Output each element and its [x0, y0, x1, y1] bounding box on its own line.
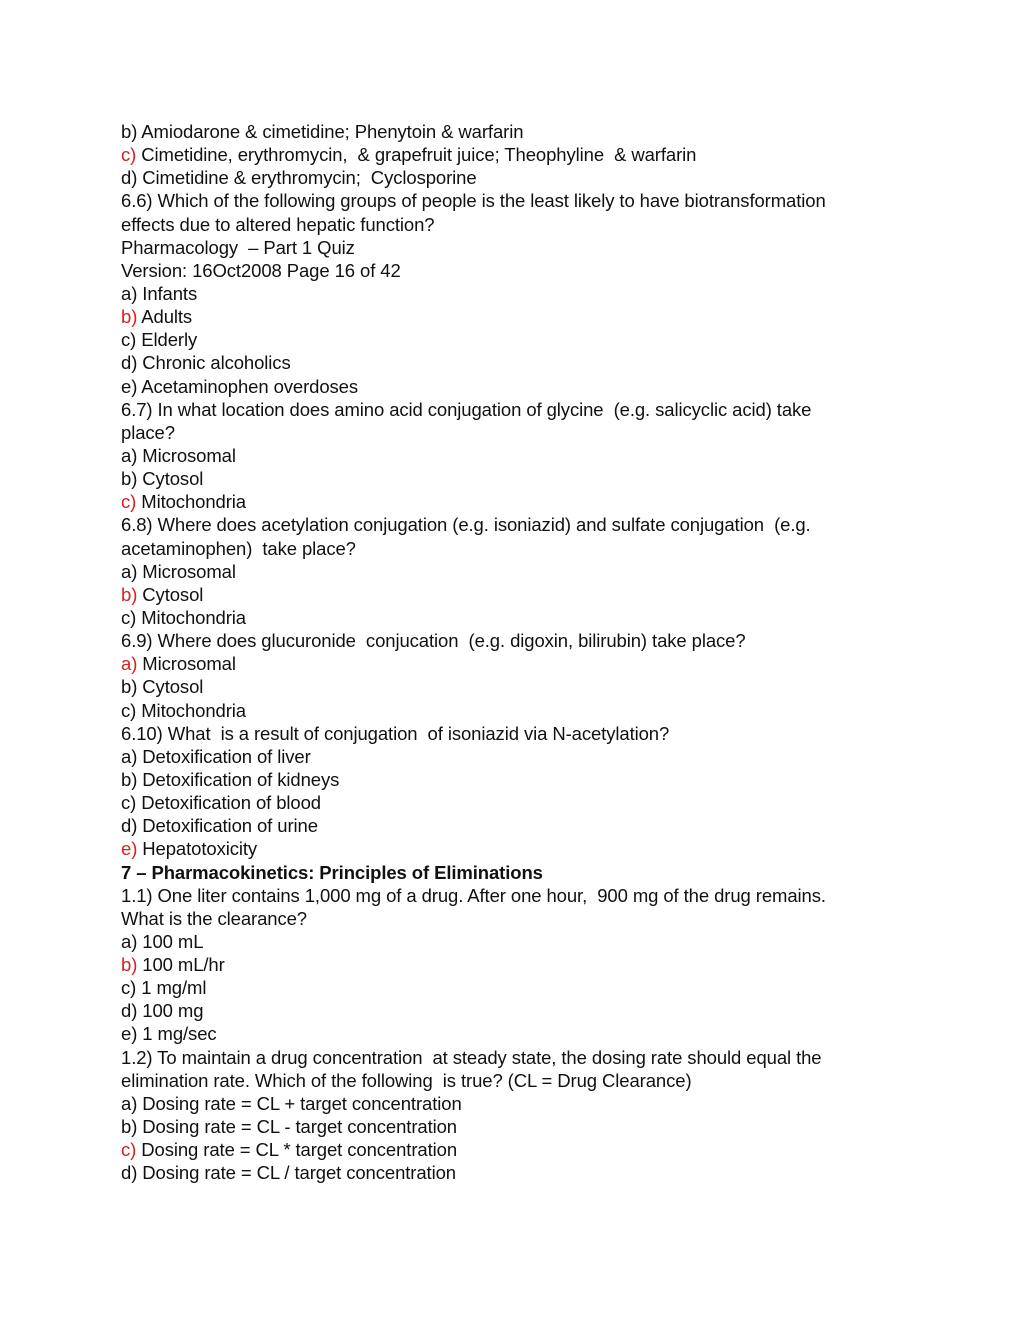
line-text: place? [121, 421, 175, 443]
line-text: c) 1 mg/ml [121, 977, 207, 999]
text-line [121, 513, 911, 536]
answer-line [121, 143, 911, 166]
text-line [121, 444, 911, 467]
text-line [121, 398, 911, 421]
text-line [121, 1046, 911, 1069]
text-line [121, 884, 911, 907]
line-text: a) Infants [121, 282, 198, 304]
line-text: Microsomal [137, 653, 236, 675]
text-line [121, 675, 911, 698]
text-line [121, 907, 911, 930]
text-line [121, 189, 911, 212]
text-line [121, 537, 911, 560]
line-text: 1.2) To maintain a drug concentration at steady state, the dosing rate should equal the [121, 1046, 822, 1068]
line-text: a) Microsomal [121, 444, 236, 466]
text-line [121, 351, 911, 374]
text-line [121, 722, 911, 745]
document-body [121, 120, 911, 1184]
correct-answer-marker: b) [121, 306, 138, 328]
correct-answer-marker: b) [121, 954, 138, 976]
section-heading [121, 861, 911, 884]
line-text: Hepatotoxicity [137, 838, 258, 860]
line-text: 6.8) Where does acetylation conjugation (e.g. isoniazid) and sulfate conjugation (e.g. [121, 514, 811, 536]
text-line [121, 1022, 911, 1045]
line-text: Mitochondria [136, 491, 246, 513]
line-text: d) Dosing rate = CL / target concentration [121, 1162, 456, 1184]
line-text: e) Acetaminophen overdoses [121, 375, 359, 397]
text-line [121, 814, 911, 837]
text-line [121, 976, 911, 999]
line-text: Adults [137, 306, 193, 328]
text-line [121, 745, 911, 768]
correct-answer-marker: c) [121, 1139, 137, 1161]
line-text: d) Detoxification of urine [121, 815, 318, 837]
answer-line [121, 837, 911, 860]
text-line [121, 328, 911, 351]
line-text: What is the clearance? [121, 907, 307, 929]
text-line [121, 467, 911, 490]
line-text: Pharmacology – Part 1 Quiz [121, 236, 355, 258]
correct-answer-marker: a) [121, 653, 138, 675]
text-line [121, 120, 911, 143]
line-text: a) Microsomal [121, 560, 236, 582]
text-line [121, 791, 911, 814]
text-line [121, 699, 911, 722]
line-text: a) Dosing rate = CL + target concentration [121, 1092, 462, 1114]
line-text: a) 100 mL [121, 930, 204, 952]
answer-line [121, 305, 911, 328]
text-line [121, 282, 911, 305]
line-text: e) 1 mg/sec [121, 1023, 217, 1045]
answer-line [121, 953, 911, 976]
line-text: 6.7) In what location does amino acid conjugation of glycine (e.g. salicyclic acid) take [121, 398, 812, 420]
line-text: acetaminophen) take place? [121, 537, 356, 559]
line-text: b) Amiodarone & cimetidine; Phenytoin & warfarin [121, 121, 524, 142]
line-text: c) Mitochondria [121, 606, 246, 628]
line-text: d) Cimetidine & erythromycin; Cyclosporine [121, 167, 477, 189]
text-line [121, 166, 911, 189]
text-line [121, 1161, 911, 1184]
text-line [121, 930, 911, 953]
line-text: effects due to altered hepatic function? [121, 213, 435, 235]
answer-line [121, 1138, 911, 1161]
line-text: 100 mL/hr [137, 954, 225, 976]
line-text: b) Dosing rate = CL - target concentration [121, 1116, 457, 1138]
text-line [121, 213, 911, 236]
line-text: c) Detoxification of blood [121, 792, 321, 814]
text-line [121, 1115, 911, 1138]
line-text: Cimetidine, erythromycin, & grapefruit juice; Theophyline & warfarin [136, 144, 697, 166]
text-line [121, 560, 911, 583]
answer-line [121, 652, 911, 675]
text-line [121, 606, 911, 629]
text-line [121, 421, 911, 444]
text-line [121, 629, 911, 652]
text-line [121, 259, 911, 282]
line-text: a) Detoxification of liver [121, 745, 311, 767]
line-text: c) Mitochondria [121, 699, 246, 721]
correct-answer-marker: c) [121, 491, 137, 513]
line-text: c) Elderly [121, 329, 198, 351]
line-text: b) Cytosol [121, 676, 204, 698]
line-text: elimination rate. Which of the following is true? (CL = Drug Clearance) [121, 1069, 692, 1091]
line-text: 1.1) One liter contains 1,000 mg of a drug. After one hour, 900 mg of the drug remains. [121, 884, 826, 906]
line-text: b) Cytosol [121, 468, 204, 490]
line-text: Dosing rate = CL * target concentration [136, 1139, 458, 1161]
line-text: d) 100 mg [121, 1000, 204, 1022]
answer-line [121, 490, 911, 513]
correct-answer-marker: c) [121, 144, 137, 166]
line-text: b) Detoxification of kidneys [121, 768, 340, 790]
line-text: 7 – Pharmacokinetics: Principles of Eliminations [121, 861, 543, 883]
line-text: 6.10) What is a result of conjugation of isoniazid via N-acetylation? [121, 722, 670, 744]
line-text: Cytosol [137, 583, 204, 605]
line-text: 6.9) Where does glucuronide conjucation (e.g. digoxin, bilirubin) take place? [121, 630, 746, 652]
text-line [121, 999, 911, 1022]
text-line [121, 1069, 911, 1092]
text-line [121, 375, 911, 398]
correct-answer-marker: e) [121, 838, 138, 860]
text-line [121, 236, 911, 259]
answer-line [121, 583, 911, 606]
line-text: 6.6) Which of the following groups of people is the least likely to have biotransformation [121, 190, 826, 212]
text-line [121, 768, 911, 791]
line-text: Version: 16Oct2008 Page 16 of 42 [121, 259, 401, 281]
correct-answer-marker: b) [121, 583, 138, 605]
text-line [121, 1092, 911, 1115]
line-text: d) Chronic alcoholics [121, 352, 291, 374]
